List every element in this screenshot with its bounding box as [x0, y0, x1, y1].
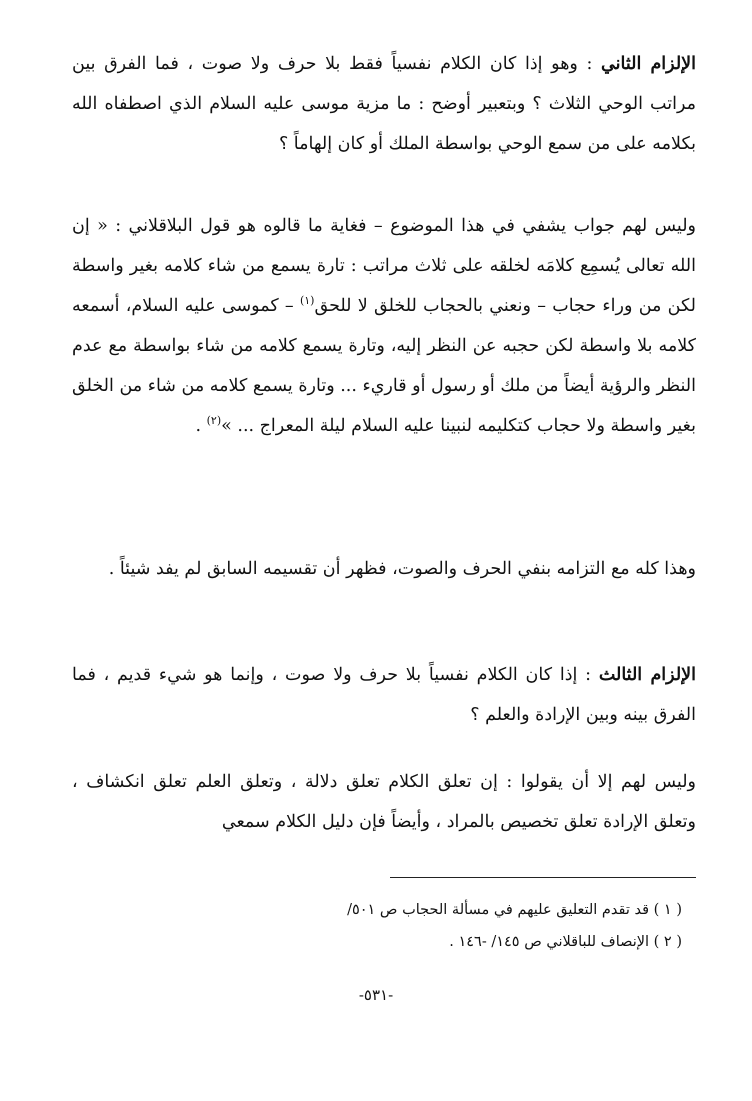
- paragraph-text: وليس لهم جواب يشفي في هذا الموضوع – فغاية ما قالوه هو قول البلاقلاني : « إن الله تعالى يُسمِع كلامَه لخلقه على ثلاث مراتب : تارة يسمع من شاء كلامه بغير واسطة لكن من وراء حجاب – ونعني بالحجاب للخلق لا للحق: [72, 216, 696, 316]
- paragraph-third-obligation: [72, 655, 696, 735]
- heading-third-obligation: الإلزام الثالث: [598, 665, 696, 685]
- paragraph-conclusion: [72, 549, 696, 589]
- page-number: -٥٣١-: [358, 986, 394, 1004]
- footnote-2: ( ٢ ) الإنصاف للباقلاني ص ١٤٥/ -١٤٦ .: [449, 934, 682, 950]
- footnote-ref-1: (١): [299, 294, 315, 308]
- footnote-1: ( ١ ) قد تقدم التعليق عليهم في مسألة الحجاب ص ٥٠١/: [347, 902, 682, 918]
- paragraph-text: .: [195, 416, 207, 436]
- paragraph-text: وهذا كله مع التزامه بنفي الحرف والصوت، فظهر أن تقسيمه السابق لم يفد شيئاً .: [108, 559, 696, 579]
- paragraph-text: – كموسى عليه السلام، أسمعه كلامه بلا واسطة لكن حجبه عن النظر إليه، وتارة يسمع كلامه من شاء بواسطة مع عدم النظر والرؤية أيضاً من ملك أو رسول أو قاريء ... وتارة يسمع كلامه من شاء من الخلق بغير واسطة ولا حجاب كتكليمه لنبينا عليه السلام ليلة المعراج ... »: [72, 296, 696, 436]
- paragraph-text: : وهو إذا كان الكلام نفسياً فقط بلا حرف ولا صوت ، فما الفرق بين مراتب الوحي الثلاث ؟ وبتعبير أوضح : ما مزية موسى عليه السلام الذي اصطفاه الله بكلامه على من سمع الوحي بواسطة الملك أو كان إلهاماً ؟: [72, 54, 696, 154]
- footnote-divider: [390, 877, 696, 878]
- paragraph-answer: [72, 762, 696, 842]
- heading-second-obligation: الإلزام الثاني: [601, 54, 697, 74]
- paragraph-text: وليس لهم إلا أن يقولوا : إن تعلق الكلام تعلق دلالة ، وتعلق العلم تعلق انكشاف ، وتعلق الإرادة تعلق تخصيص بالمراد ، وأيضاً فإن دليل الكلام سمعي: [72, 772, 696, 832]
- paragraph-second-obligation: [72, 44, 696, 164]
- paragraph-text: : إذا كان الكلام نفسياً بلا حرف ولا صوت ، وإنما هو شيء قديم ، فما الفرق بينه وبين الإرادة والعلم ؟: [72, 665, 696, 725]
- paragraph-baqillani-quote: [72, 206, 696, 446]
- footnote-ref-2: (٢): [206, 414, 222, 428]
